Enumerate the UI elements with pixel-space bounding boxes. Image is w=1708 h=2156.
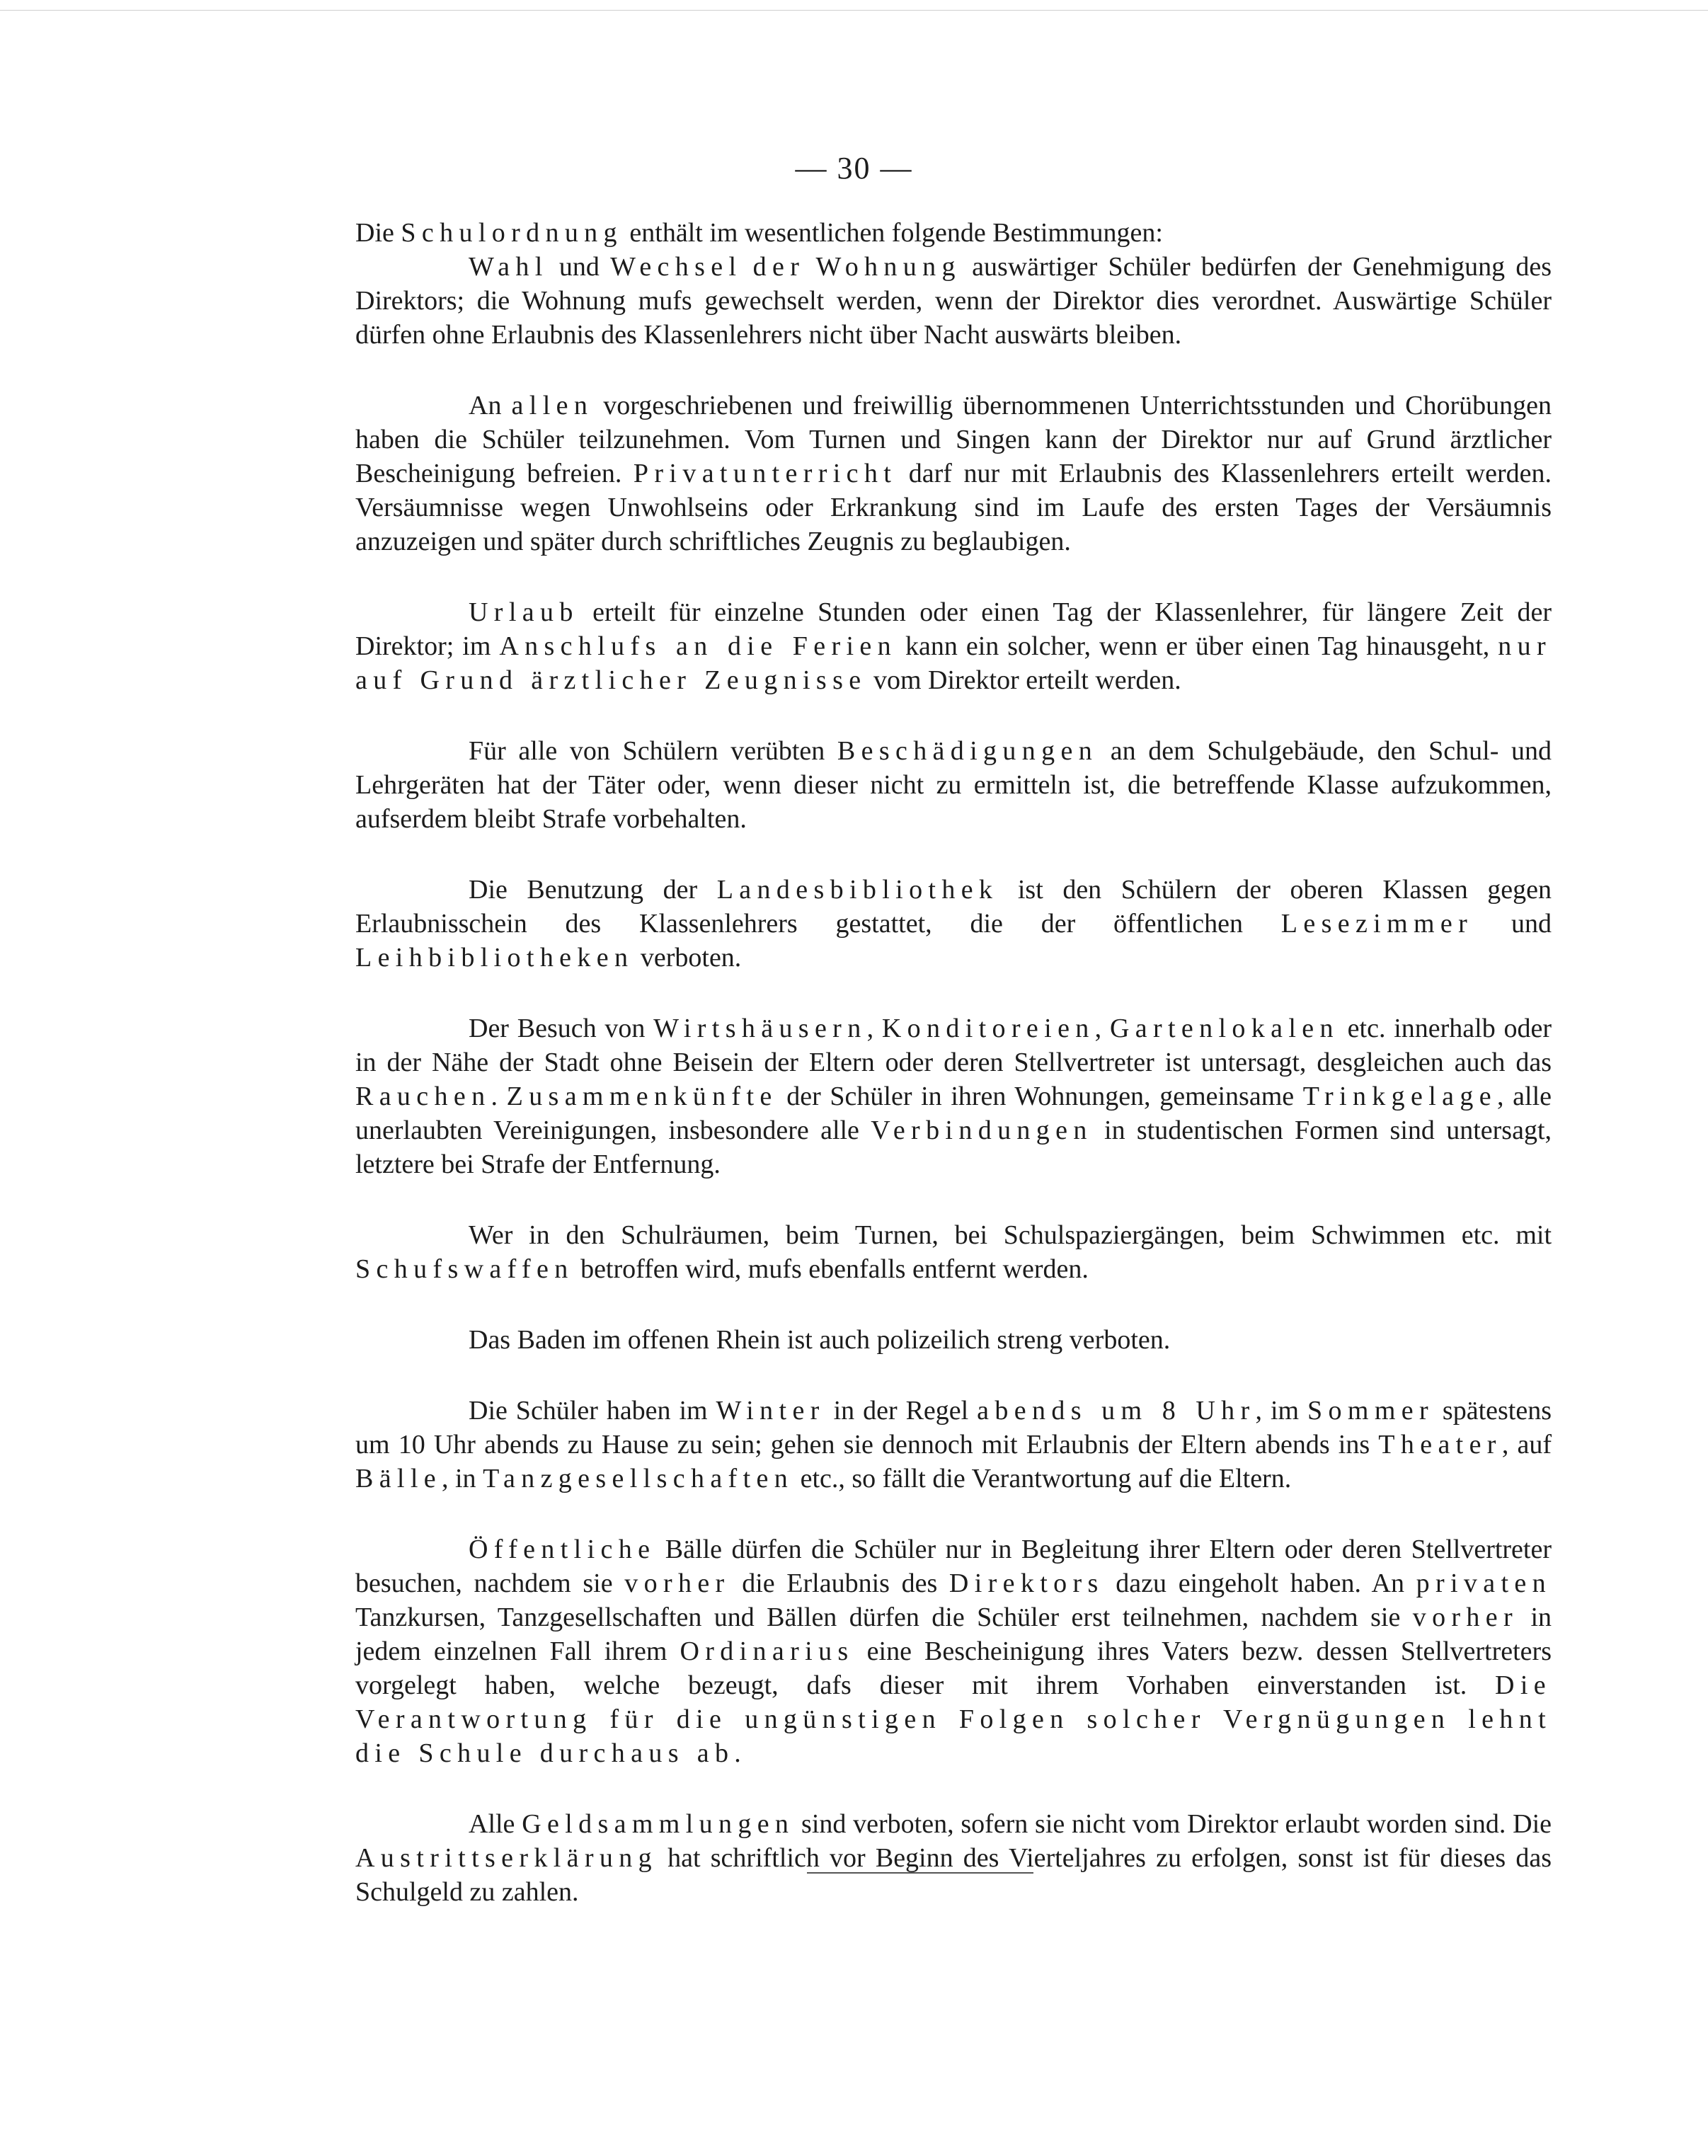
text-run: ist den Schülern der oberen Klassen gegen Erlaubnisschein des Klassenlehrers gestattet, die der öffentlichen [355,875,1552,939]
emphasized-text: Gartenlokalen [1109,1014,1339,1043]
emphasized-text: vorher [1412,1602,1519,1632]
text-run: etc., so fällt die Verantwortung auf die Eltern. [793,1464,1292,1493]
rule-paragraph [355,1323,1552,1357]
text-run: sind verboten, sofern sie nicht vom Direktor erlaubt worden sind. Die [794,1809,1552,1839]
emphasized-text: Geldsammlungen [522,1809,795,1839]
emphasized-text: Direktors [948,1569,1104,1598]
text-run: , in [442,1464,483,1493]
rule-paragraph [355,1394,1552,1496]
text-run: Alle [469,1809,522,1839]
text-run: in studentischen Formen sind untersagt, letztere bei Strafe der Entfernung. [355,1116,1552,1179]
rule-paragraph [355,1011,1552,1181]
body-text [355,216,1552,1946]
text-run: Für alle von Schülern verübten [469,736,837,766]
emphasized-text: Wechsel [610,252,743,282]
text-run: der Schüler in ihren Wohnungen, gemeinsame [777,1082,1303,1111]
text-run: Tanzkursen, Tanzgesellschaften und Bällen dürfen die Schüler erst teilnehmen, nachdem sie [355,1602,1413,1632]
emphasized-text: Konditoreien [881,1014,1095,1043]
text-run: Das Baden im offenen Rhein ist auch polizeilich streng verboten. [469,1325,1171,1355]
text-run: Die [355,218,401,248]
emphasized-text: Leihbibliotheken [355,943,634,973]
text-run: vorgeschriebenen und freiwillig übernommenen Unterrichtsstunden und Chorübungen haben die Schüler teilzunehmen. Vom Turnen und Singen kann der Direktor nur auf Grund ärztlicher Bescheinigung befreien. [355,391,1552,488]
text-run: An [469,391,512,420]
text-run: kann ein solcher, wenn er über einen Tag hinausgeht, [897,631,1498,661]
emphasized-text: Urlaub [469,597,579,627]
rule-paragraph [355,734,1552,836]
text-run: , [1094,1014,1110,1043]
emphasized-text: Wohnung [815,252,961,282]
text-run: in jedem einzelnen Fall ihrem [355,1602,1552,1666]
emphasized-text: Bälle [355,1464,442,1493]
text-run: Die Benutzung der [469,875,717,905]
emphasized-text: Ordinarius [680,1636,854,1666]
text-run: , [866,1014,882,1043]
text-run: enthält im wesentlichen folgende Bestimmungen: [622,218,1163,248]
emphasized-text: Trinkgelage [1302,1082,1497,1111]
text-run: und [548,252,611,282]
text-run: in der Regel [825,1396,978,1426]
emphasized-text: Anschlufs an die Ferien [499,631,898,661]
rule-paragraph [355,595,1552,697]
text-run: die Erlaubnis des [730,1569,949,1598]
text-run: vom Direktor erteilt werden. [866,665,1181,695]
emphasized-text: abends um 8 Uhr [977,1396,1256,1426]
text-run: erteilt für einzelne Stunden oder einen Tag der Klassenlehrer, für längere Zeit der Direktor; im [355,597,1552,661]
text-run: eine Bescheinigung ihres Vaters bezw. dessen Stellvertreters vorgelegt haben, welche bezeugt, dafs dieser mit ihrem Vorhaben einverstanden ist. [355,1636,1552,1700]
text-run: hat schriftlich vor Beginn des Vierteljahres zu erfolgen, sonst ist für dieses das Schulgeld zu zahlen. [355,1843,1552,1907]
text-run: dazu eingeholt haben. An [1104,1569,1416,1598]
closing-rule [807,1872,1033,1874]
emphasized-text: Sommer [1307,1396,1434,1426]
emphasized-text: Schulordnung [401,218,623,248]
text-run: , alle unerlaubten Vereinigungen, insbesondere alle [355,1082,1552,1145]
text-run: , im [1255,1396,1308,1426]
text-run: auswärtiger Schüler bedürfen der Genehmigung des Direktors; die Wohnung mufs gewechselt werden, wenn der Direktor dies verordnet. Auswärtige Schüler dürfen ohne Erlaubnis des Klassenlehrers nicht über Nacht auswärts bleiben. [355,252,1552,350]
text-run: etc. innerhalb oder in der Nähe der Stadt ohne Beisein der Eltern oder deren Stellvertreter ist untersagt, desgleichen auch das [355,1014,1552,1077]
text-run: darf nur mit Erlaubnis des Klassenlehrers erteilt werden. Versäumnisse wegen Unwohlseins oder Erkrankung sind im Laufe des ersten Tages der Versäumnis anzuzeigen und später durch schriftliches Zeugnis zu beglaubigen. [355,459,1552,556]
rule-paragraph [355,1807,1552,1909]
emphasized-text: Winter [716,1396,825,1426]
emphasized-text: Verbindungen [871,1116,1093,1145]
emphasized-text: Austrittserklärung [355,1843,658,1873]
text-run: verboten. [634,943,742,973]
emphasized-text: Öffentliche [469,1535,656,1564]
rule-paragraph [355,1532,1552,1770]
rule-paragraph [355,250,1552,352]
text-run [805,252,815,282]
emphasized-text: vorher [624,1569,730,1598]
emphasized-text: Wirtshäusern [653,1014,867,1043]
text-run [742,252,752,282]
emphasized-text: allen [511,391,594,420]
text-run: spätestens um 10 Uhr abends zu Hause zu sein; gehen sie dennoch mit Erlaubnis der Eltern abends ins [355,1396,1552,1460]
text-run: Die Schüler haben im [469,1396,716,1426]
emphasized-text: Tanzgesellschaften [483,1464,794,1493]
text-run: Bälle dürfen die Schüler nur in Begleitung ihrer Eltern oder deren Stellvertreter besuchen, nachdem sie [355,1535,1552,1598]
emphasized-text: privaten [1416,1569,1552,1598]
text-run: an dem Schulgebäude, den Schul- und Lehrgeräten hat der Täter oder, wenn dieser nicht zu ermitteln ist, die betreffende Klasse aufzukommen, aufserdem bleibt Strafe vorbehalten. [355,736,1552,834]
emphasized-text: Privatunterricht [633,459,898,488]
emphasized-text: Beschädigungen [837,736,1099,766]
text-run: , auf [1501,1430,1552,1460]
rule-paragraph [355,873,1552,975]
emphasized-text: Lesezimmer [1280,909,1474,939]
emphasized-text: Rauchen [355,1082,491,1111]
emphasized-text: Schufswaffen [355,1254,574,1284]
emphasized-text: Landesbibliothek [716,875,999,905]
text-run: . [491,1082,507,1111]
rule-paragraph [355,389,1552,558]
emphasized-text: der [752,252,806,282]
text-run: Der Besuch von [469,1014,654,1043]
text-run: betroffen wird, mufs ebenfalls entfernt werden. [573,1254,1089,1284]
text-run: und [1473,909,1552,939]
emphasized-text: Theater [1378,1430,1502,1460]
scan-edge-line [0,10,1708,11]
text-run: Wer in den Schulräumen, beim Turnen, bei Schulspaziergängen, beim Schwimmen etc. mit [469,1220,1552,1250]
page-number: — 30 — [795,151,913,185]
emphasized-text: Wahl [469,252,549,282]
rule-paragraph [355,1218,1552,1286]
emphasized-text: Die Verantwortung für die ungünstigen Folgen solcher Vergnügungen lehnt die Schule durchaus ab. [355,1670,1552,1768]
emphasized-text: nur auf Grund ärztlicher Zeugnisse [355,631,1552,695]
intro-paragraph [355,216,1552,250]
emphasized-text: Zusammenkünfte [506,1082,778,1111]
